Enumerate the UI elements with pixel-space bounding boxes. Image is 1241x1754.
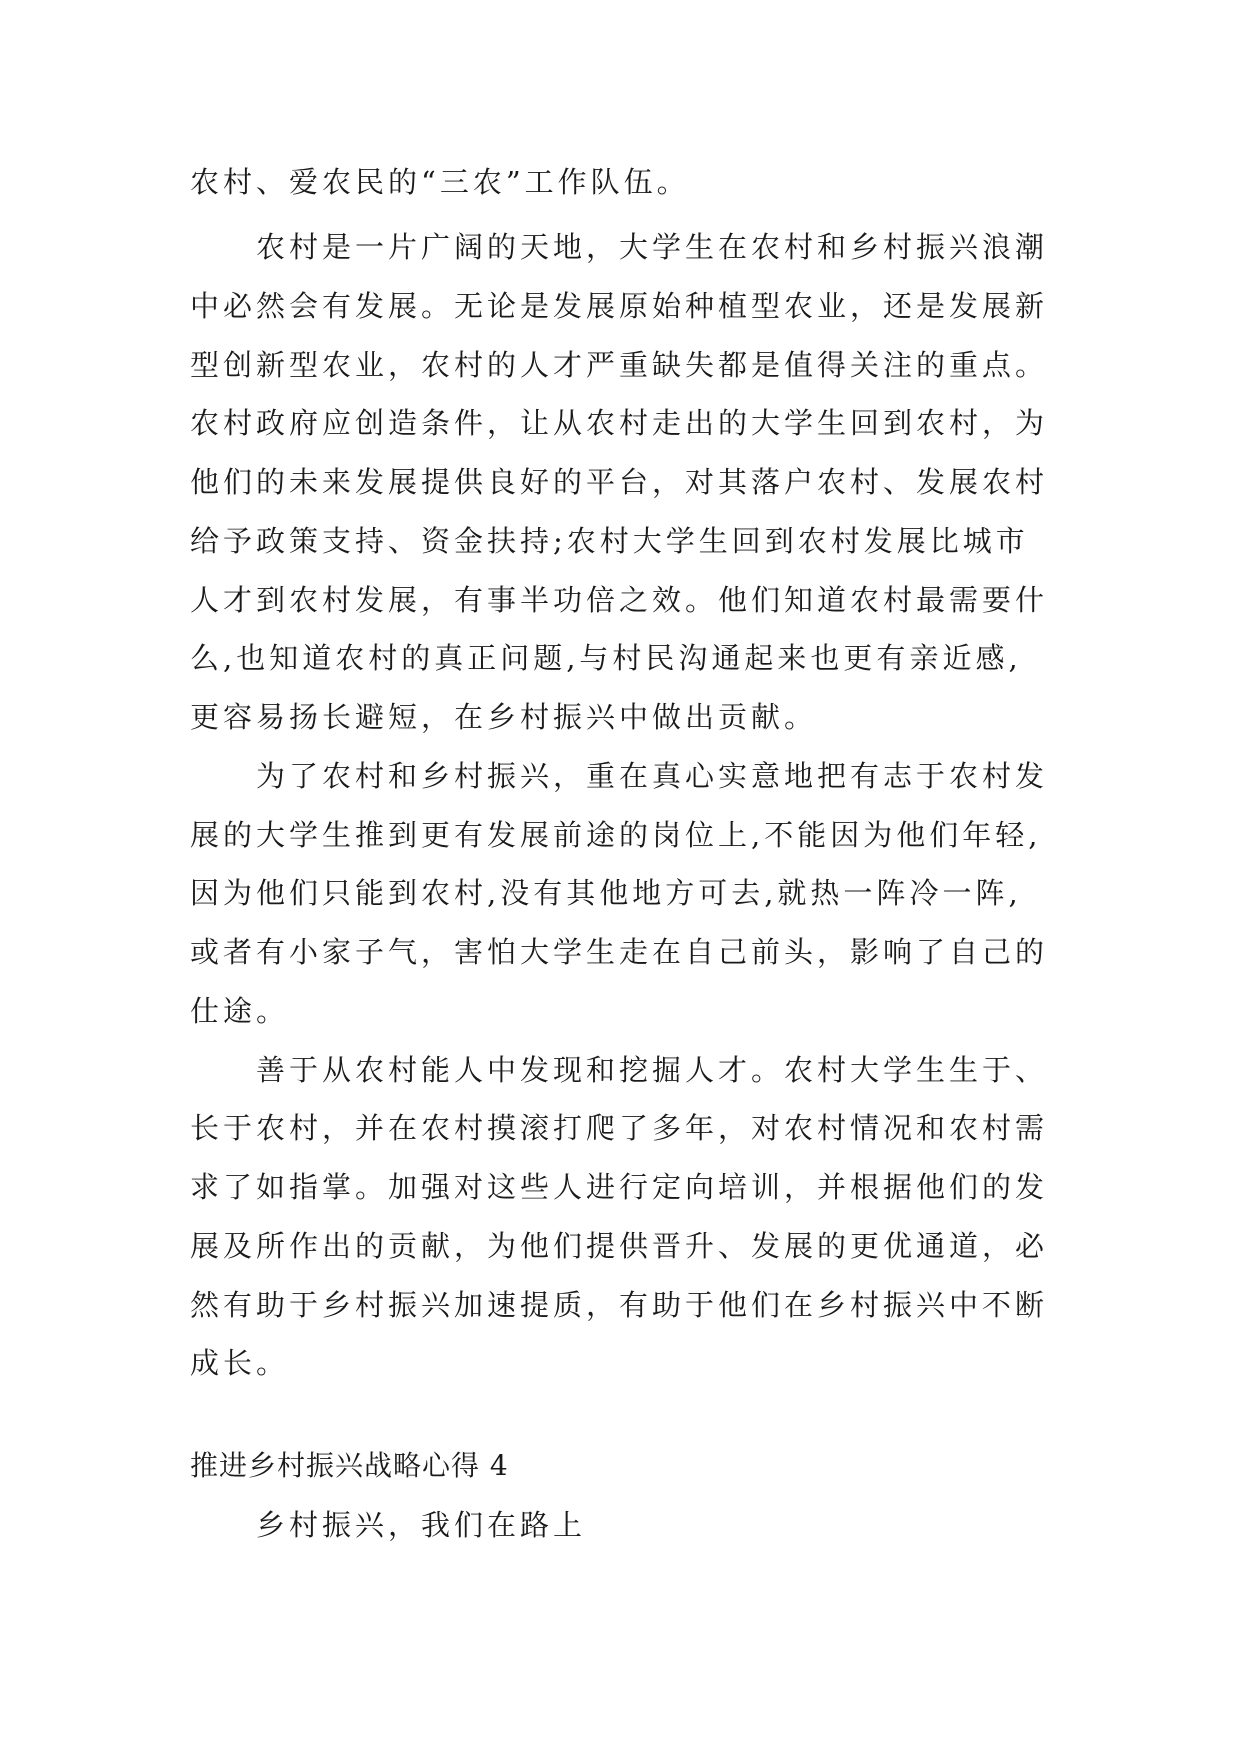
- text-line: 长于农村，并在农村摸滚打爬了多年，对农村情况和农村需: [190, 1111, 1049, 1145]
- text-line: 人才到农村发展，有事半功倍之效。他们知道农村最需要什: [190, 583, 1049, 617]
- text-line: 型创新型农业，农村的人才严重缺失都是值得关注的重点。: [190, 348, 1049, 382]
- section-heading: 推进乡村振兴战略心得 4: [190, 1449, 509, 1482]
- text-line: 农村政府应创造条件，让从农村走出的大学生回到农村，为: [190, 406, 1049, 440]
- subtitle: 乡村振兴，我们在路上: [256, 1508, 587, 1542]
- text-line: 农村、爱农民的“三农”工作队伍。: [190, 165, 690, 199]
- text-line: 成长。: [190, 1346, 290, 1380]
- text-line: 他们的未来发展提供良好的平台，对其落户农村、发展农村: [190, 465, 1049, 499]
- text-line: 更容易扬长避短，在乡村振兴中做出贡献。: [190, 700, 818, 734]
- text-line: 然有助于乡村振兴加速提质，有助于他们在乡村振兴中不断: [190, 1288, 1049, 1322]
- text-line: 因为他们只能到农村,没有其他地方可去,就热一阵冷一阵,: [190, 876, 1022, 910]
- text-line: 善于从农村能人中发现和挖掘人才。农村大学生生于、: [256, 1053, 1049, 1087]
- text-line: 展及所作出的贡献，为他们提供晋升、发展的更优通道，必: [190, 1229, 1049, 1263]
- text-line: 求了如指掌。加强对这些人进行定向培训，并根据他们的发: [190, 1170, 1049, 1204]
- text-line: 给予政策支持、资金扶持;农村大学生回到农村发展比城市: [190, 524, 1029, 558]
- text-line: 或者有小家子气，害怕大学生走在自己前头，影响了自己的: [190, 935, 1049, 969]
- text-line: 么,也知道农村的真正问题,与村民沟通起来也更有亲近感,: [190, 641, 1022, 675]
- text-line: 为了农村和乡村振兴，重在真心实意地把有志于农村发: [256, 759, 1049, 793]
- text-line: 中必然会有发展。无论是发展原始种植型农业，还是发展新: [190, 289, 1049, 323]
- text-line: 展的大学生推到更有发展前途的岗位上,不能因为他们年轻,: [190, 818, 1042, 852]
- text-line: 农村是一片广阔的天地，大学生在农村和乡村振兴浪潮: [256, 230, 1049, 264]
- text-line: 仕途。: [190, 994, 290, 1028]
